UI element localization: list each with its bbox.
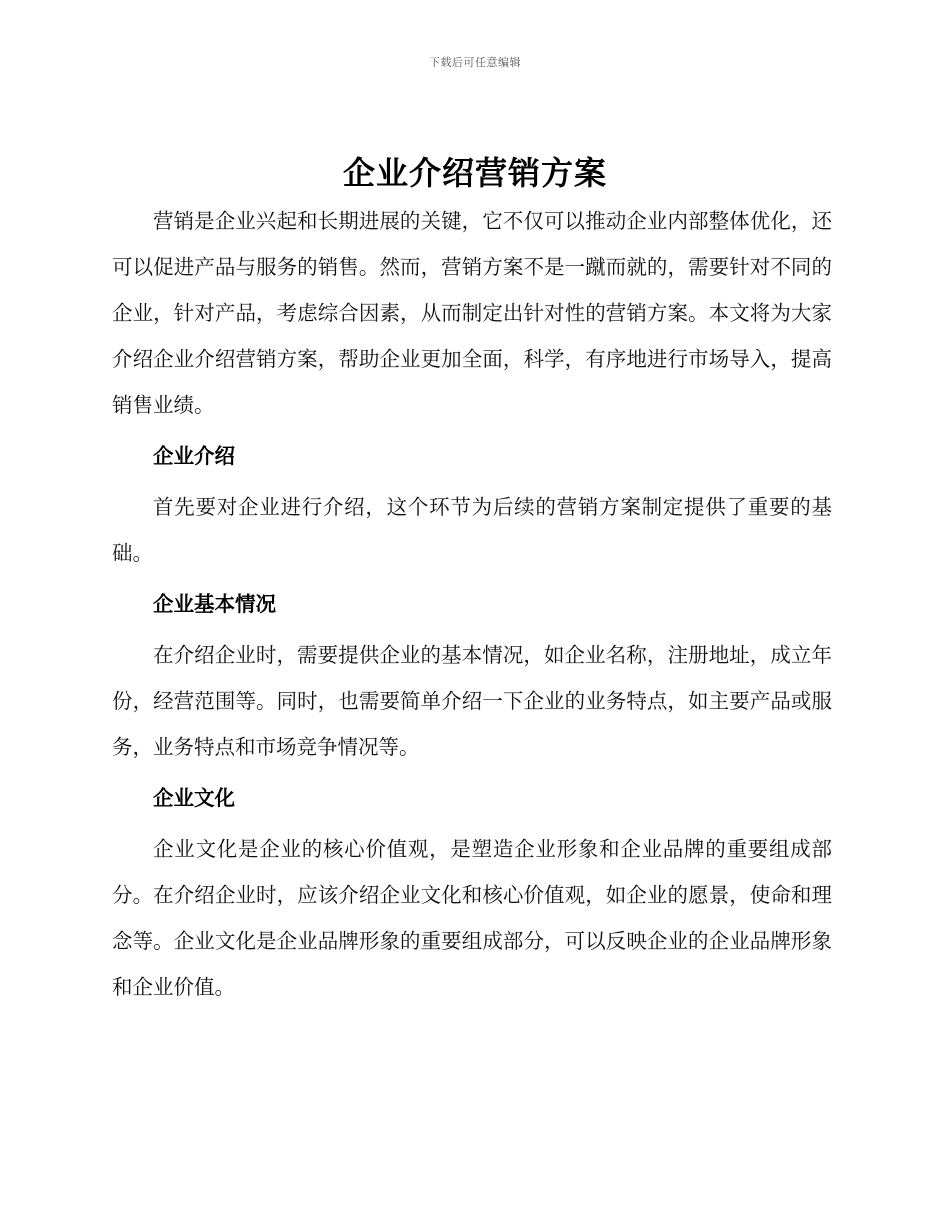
header-note: 下载后可任意编辑 <box>429 56 521 69</box>
document-body <box>112 198 832 1010</box>
section-heading-company-intro: 企业介绍 <box>153 444 235 468</box>
section-heading-basic-info: 企业基本情况 <box>153 592 276 616</box>
section-paragraph-company-intro: 首先要对企业进行介绍，这个环节为后续的营销方案制定提供了重要的基础。 <box>112 495 832 565</box>
document-title: 企业介绍营销方案 <box>342 154 607 192</box>
section-paragraph-basic-info: 在介绍企业时，需要提供企业的基本情况，如企业名称，注册地址，成立年份，经营范围等。同时，也需要简单介绍一下企业的业务特点，如主要产品或服务，业务特点和市场竞争情况等。 <box>112 643 832 759</box>
section-heading-culture: 企业文化 <box>153 786 235 810</box>
section-paragraph-culture: 企业文化是企业的核心价值观，是塑造企业形象和企业品牌的重要组成部分。在介绍企业时，应该介绍企业文化和核心价值观，如企业的愿景，使命和理念等。企业文化是企业品牌形象的重要组成部分，可以反映企业的企业品牌形象和企业价值。 <box>112 837 832 999</box>
intro-paragraph: 营销是企业兴起和长期进展的关键，它不仅可以推动企业内部整体优化，还可以促进产品与服务的销售。然而，营销方案不是一蹴而就的，需要针对不同的企业，针对产品，考虑综合因素，从而制定出针对性的营销方案。本文将为大家介绍企业介绍营销方案，帮助企业更加全面，科学，有序地进行市场导入，提高销售业绩。 <box>112 209 832 417</box>
